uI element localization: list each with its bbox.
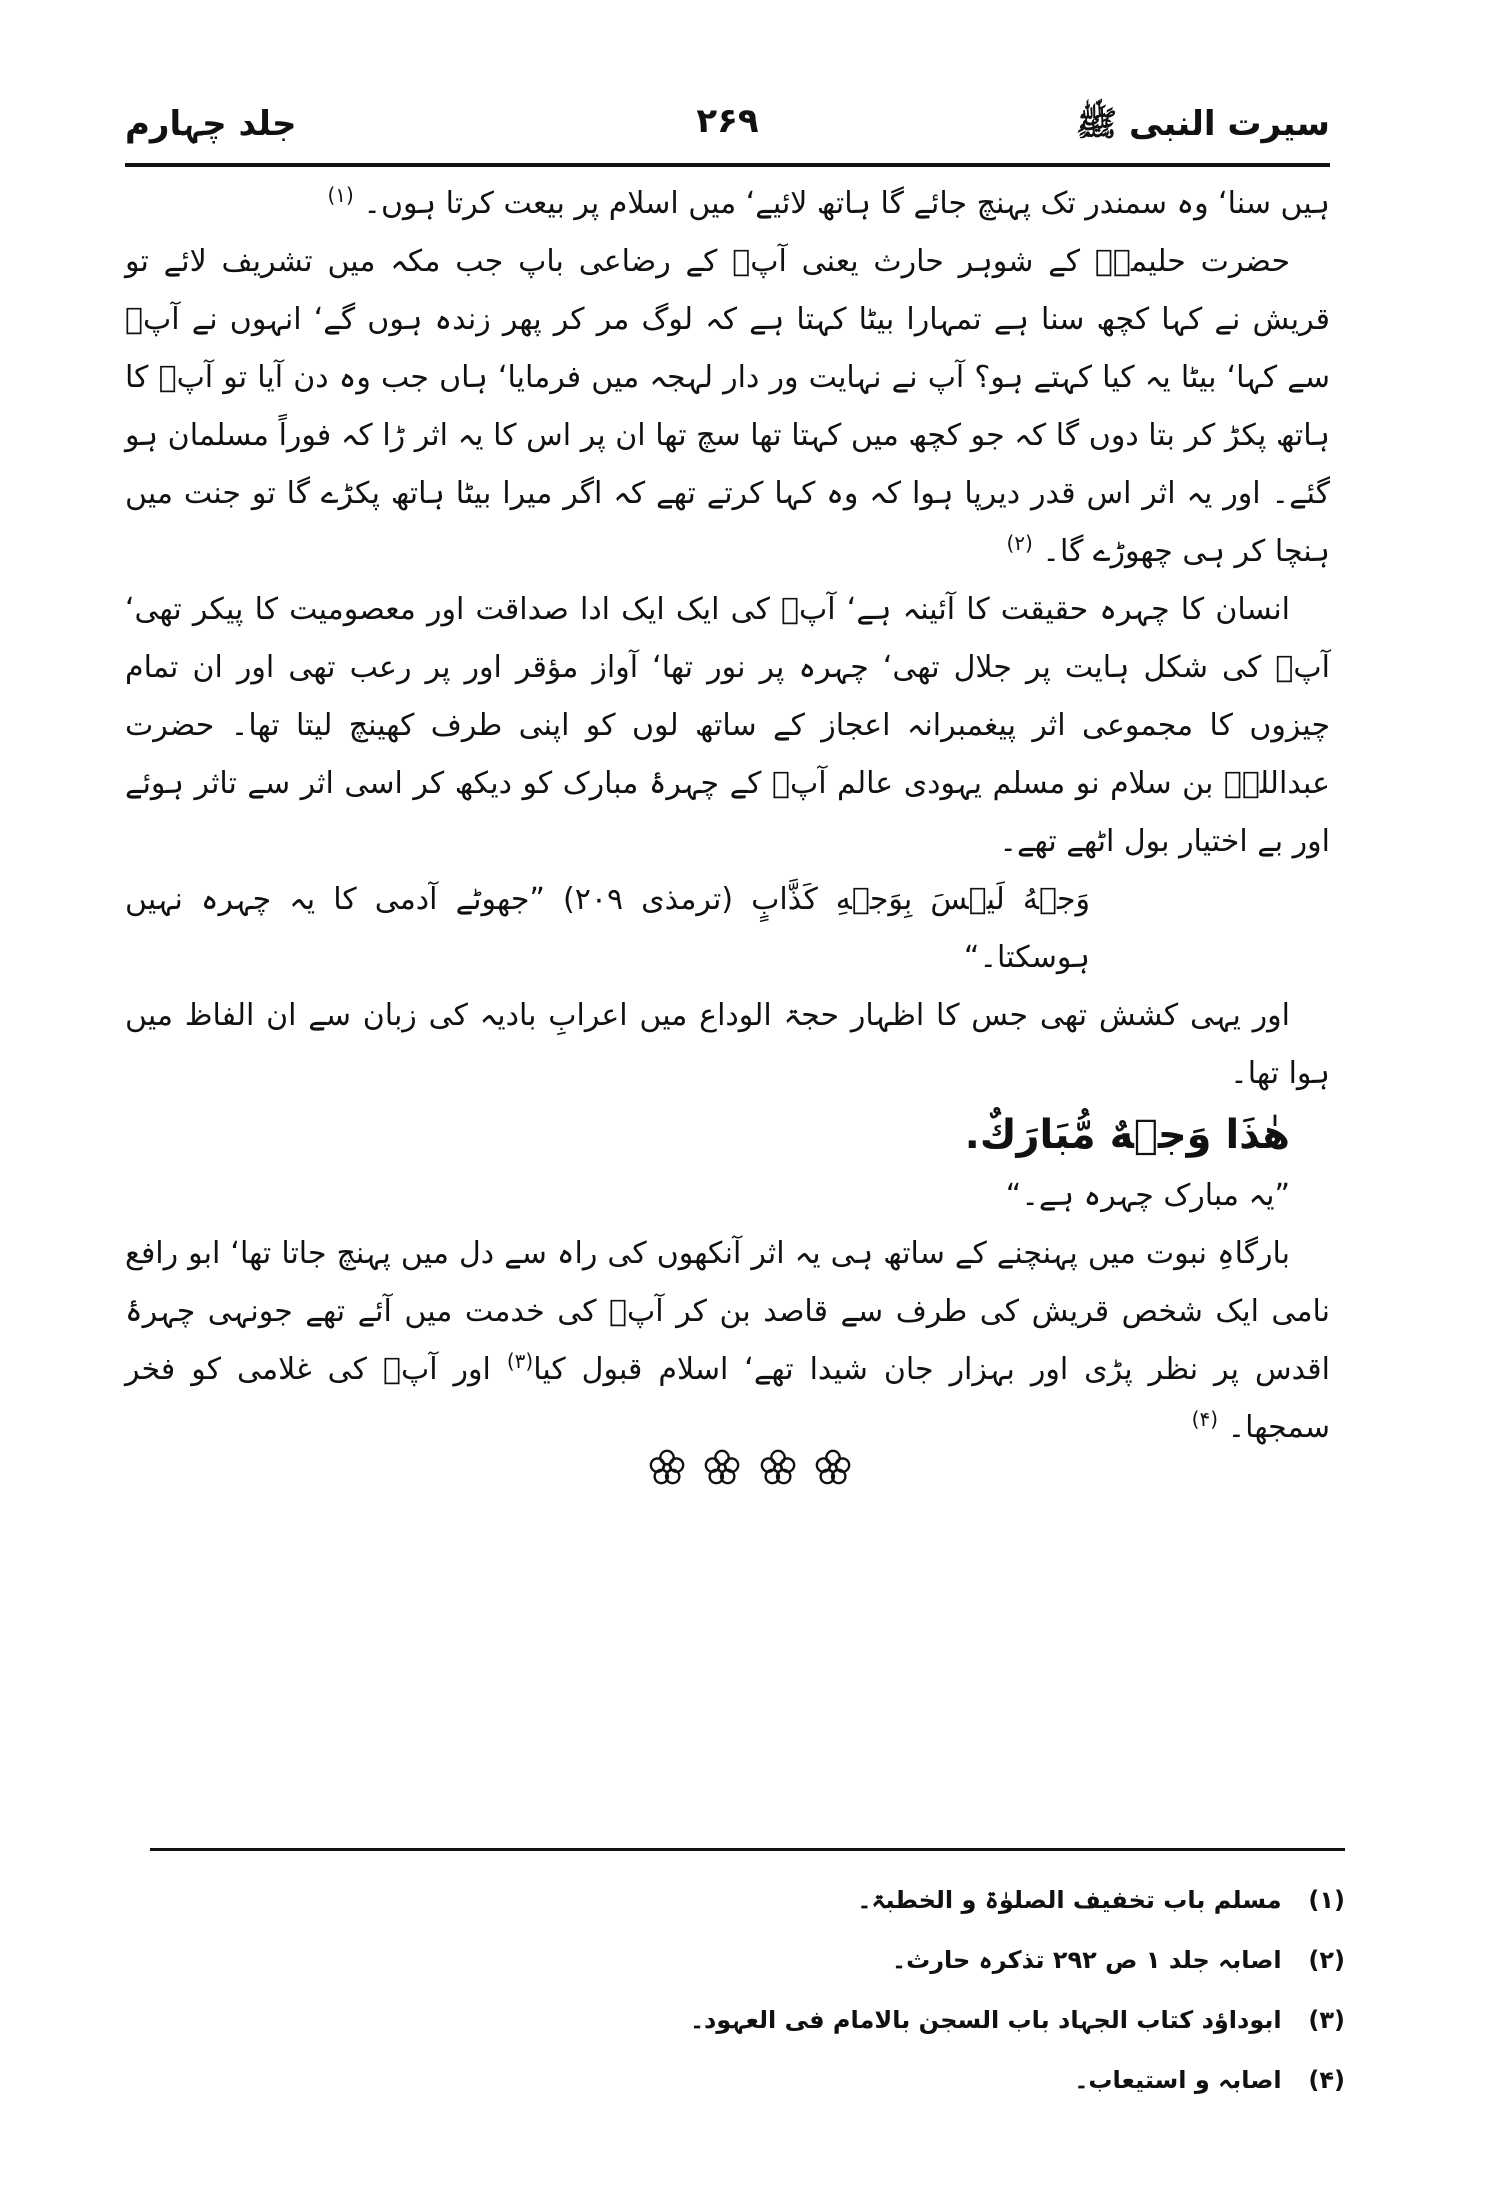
paragraph [125, 175, 1330, 233]
paragraph-text: انسان کا چہرہ حقیقت کا آئینہ ہے‘ آپؐ کی ایک ایک ادا صداقت اور معصومیت کا پیکر تھی‘ آپؐ کی شکل ہایت پر جلال تھی‘ چہرہ پر نور تھا‘ آواز مؤقر اور پر رعب تھی اور ان تمام چیزوں کا مجموعی اثر پیغمبرانہ اعجاز کے ساتھ لوں کو اپنی طرف کھینچ لیتا تھا۔ حضرت عبداللہؓ بن سلام نو مسلم یہودی عالم آپؐ کے چہرۂ مبارک کو دیکھ کر اسی اثر سے تاثر ہوئے اور بے اختیار بول اٹھے تھے۔ [125, 592, 1330, 859]
volume-label: جلد چہارم [125, 104, 297, 144]
footnote-divider [150, 1848, 1345, 1851]
footnote-number: (۱) [1308, 1886, 1345, 1914]
footnote [150, 2050, 1345, 2110]
footnote [150, 1930, 1345, 1990]
quote-arabic-line [125, 871, 1330, 987]
flower-ornament-icon [703, 1448, 741, 1486]
section-ornaments [0, 1448, 1500, 1490]
footnote-number: (۲) [1308, 1946, 1345, 1974]
paragraph-text: ہیں سنا‘ وہ سمندر تک پہنچ جائے گا ہاتھ لائیے‘ میں اسلام پر بیعت کرتا ہوں۔ [363, 186, 1330, 221]
header-divider [125, 163, 1330, 167]
footnote-number: (۴) [1308, 2066, 1345, 2094]
paragraph-text: حضرت حلیمہؓ کے شوہر حارث یعنی آپؐ کے رضاعی باپ جب مکہ میں تشریف لائے تو قریش نے کہا کچھ سنا ہے تمہارا بیٹا کہتا ہے کہ لوگ مر کر پھر زندہ ہوں گے‘ انہوں نے آپؐ سے کہا‘ بیٹا یہ کیا کہتے ہو؟ آپ نے نہایت ور دار لہجہ میں فرمایا‘ ہاں جب وہ دن آیا تو آپؐ کا ہاتھ پکڑ کر بتا دوں گا کہ جو کچھ میں کہتا تھا سچ تھا ان پر اس کا یہ اثر ڑا کہ فوراً مسلمان ہو گئے۔ اور یہ اثر اس قدر دیرپا ہوا کہ وہ کہا کرتے تھے کہ اگر میرا بیٹا ہاتھ پکڑے گا تو جنت میں ہنچا کر ہی چھوڑے گا۔ [125, 244, 1330, 569]
paragraph-text: اور آپؐ کی غلامی کو فخر سمجھا۔ [125, 1352, 1330, 1445]
footnote-number: (۳) [1308, 2006, 1345, 2034]
book-title: سیرت النبی ﷺ [1076, 104, 1330, 144]
footnote-text: مسلم باب تخفیف الصلوٰۃ و الخطبۃ۔ [857, 1886, 1282, 1914]
footnotes [150, 1870, 1345, 2110]
quote-arabic: وَجۡهُ لَیۡسَ بِوَجۡهِ کَذَّابٍ (ترمذی ۲۰۹) [563, 882, 1090, 917]
paragraph [125, 233, 1330, 581]
flower-ornament-icon [759, 1448, 797, 1486]
footnote-text: اصابہ جلد ۱ ص ۲۹۲ تذکرہ حارث۔ [892, 1946, 1282, 1974]
paragraph-text: بارگاہِ نبوت میں پہنچنے کے ساتھ ہی یہ اثر آنکھوں کی راہ سے دل میں پہنچ جاتا تھا‘ ابو رافع نامی ایک شخص قریش کی طرف سے قاصد بن کر آپؐ کی خدمت میں آئے تھے جونہی چہرۂ اقدس پر نظر پڑی اور بہزار جان شیدا تھے‘ اسلام قبول کیا [125, 1236, 1330, 1387]
flower-ornament-icon [648, 1448, 686, 1486]
paragraph [125, 1225, 1330, 1457]
main-text [125, 175, 1330, 1457]
footnote-ref: (۳) [506, 1349, 534, 1373]
flower-ornament-icon [814, 1448, 852, 1486]
bridge-paragraph: اور یہی کشش تھی جس کا اظہار حجۃ الوداع میں اعرابِ بادیہ کی زبان سے ان الفاظ میں ہوا تھا۔ [125, 998, 1330, 1091]
footnote-text: ابوداؤد کتاب الجہاد باب السجن بالامام فی العہود۔ [689, 2006, 1282, 2034]
page-header [125, 95, 1330, 155]
quote-translation: ”یہ مبارک چہرہ ہے۔“ [1005, 1178, 1290, 1213]
footnote-ref: (۱) [327, 183, 354, 207]
footnote-text: اصابہ و استیعاب۔ [1074, 2066, 1282, 2094]
footnote-ref: (۴) [1191, 1407, 1219, 1431]
page-number: ۲۶۹ [696, 101, 759, 141]
footnote [150, 1990, 1345, 2050]
quote-arabic-heading: هٰذَا وَجۡهٌ مُّبَارَكٌ. [964, 1112, 1290, 1158]
footnote-ref: (۲) [1006, 531, 1033, 555]
paragraph [125, 581, 1330, 871]
quote-translation: ”جھوٹے آدمی کا یہ چہرہ نہیں ہوسکتا۔“ [125, 882, 1090, 975]
footnote [150, 1870, 1345, 1930]
